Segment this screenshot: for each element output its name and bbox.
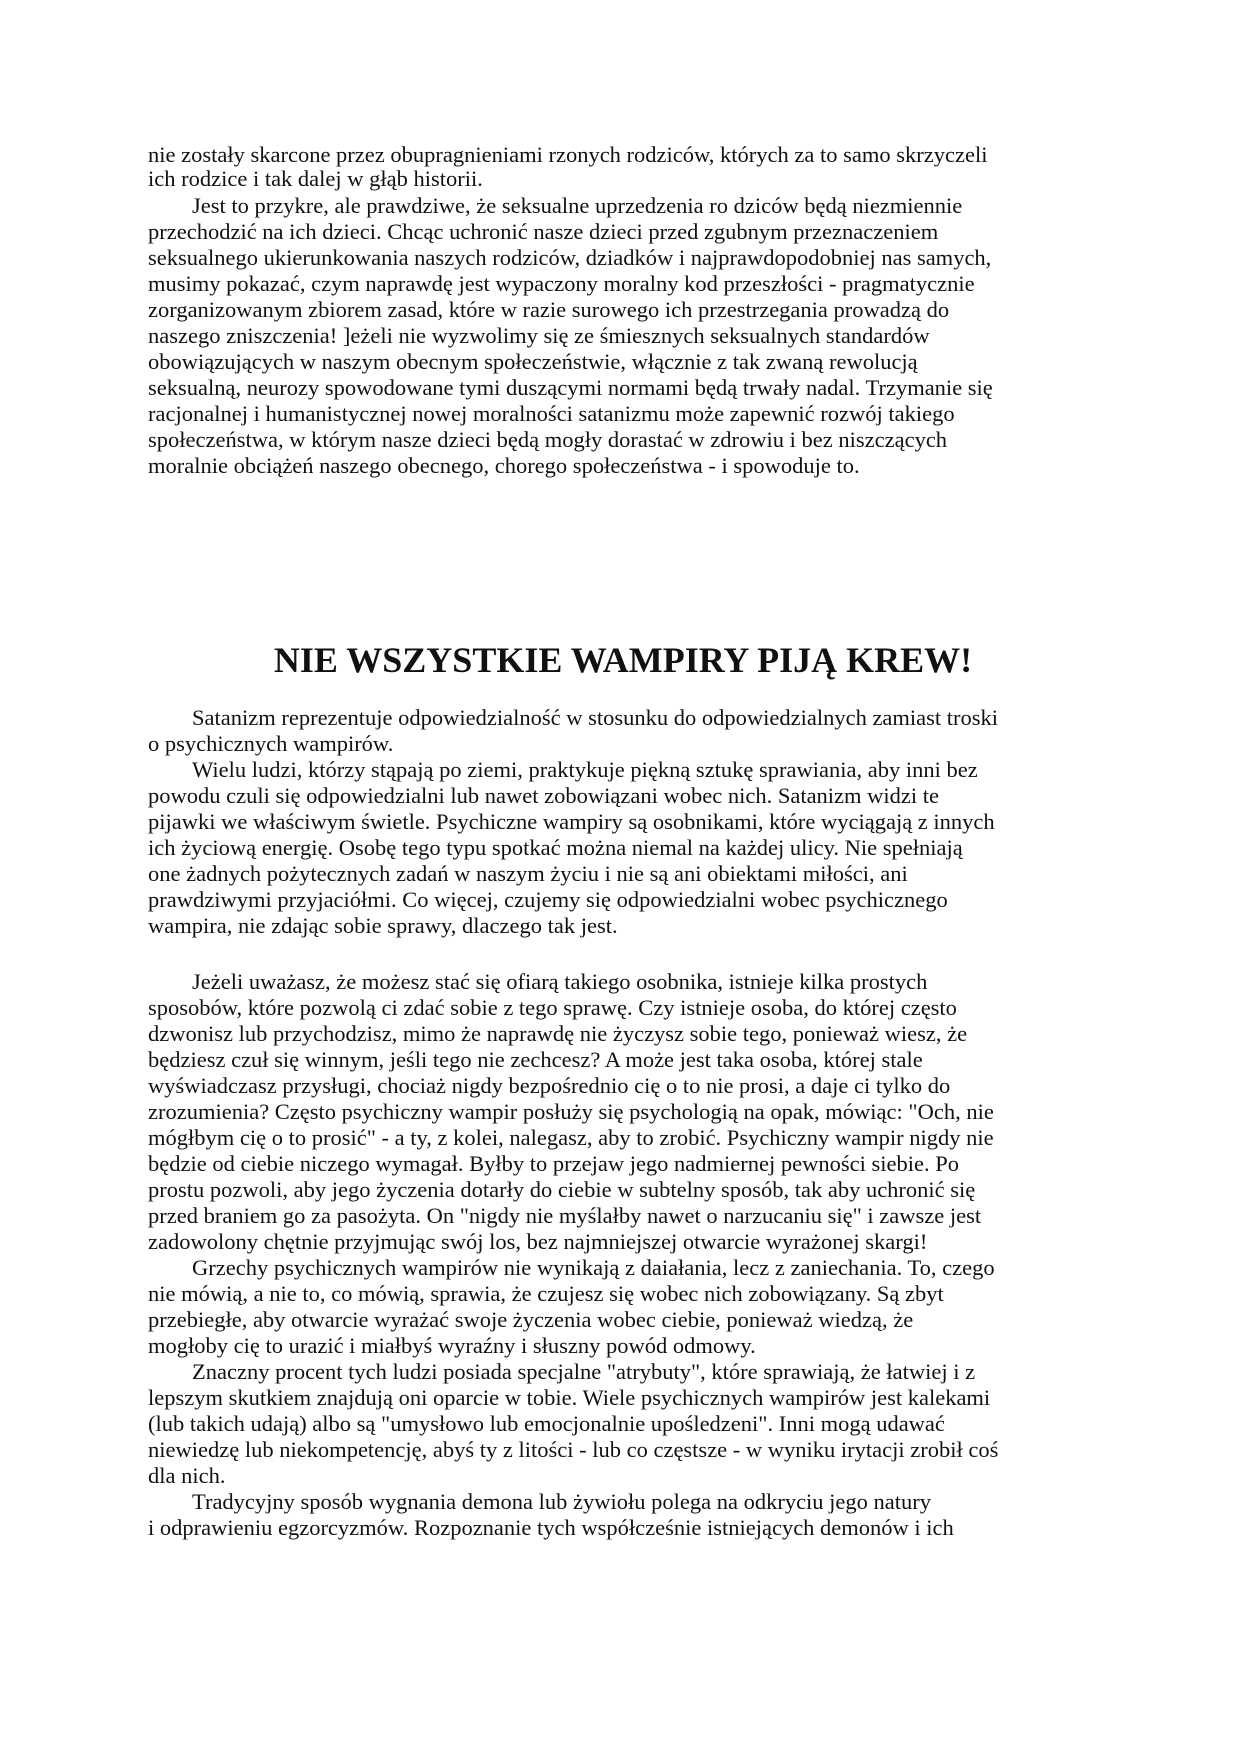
text-line: Jeżeli uważasz, że możesz stać się ofiarą takiego osobnika, istnieje kilka prostych bbox=[192, 969, 928, 994]
text-line: lepszym skutkiem znajdują oni oparcie w tobie. Wiele psychicznych wampirów jest kalekami bbox=[148, 1385, 991, 1410]
text-line: ich rodzice i tak dalej w głąb historii. bbox=[148, 166, 483, 191]
text-line: przebiegłe, aby otwarcie wyrażać swoje życzenia wobec ciebie, ponieważ wiedzą, że bbox=[148, 1307, 914, 1332]
text-line: dla nich. bbox=[148, 1463, 226, 1488]
text-line: (lub takich udają) albo są "umysłowo lub emocjonalnie upośledzeni". Inni mogą udawać bbox=[148, 1411, 945, 1436]
text-line: niewiedzę lub niekompetencję, abyś ty z litości - lub co częstsze - w wyniku irytacji zrobił coś bbox=[148, 1437, 999, 1462]
text-line: wampira, nie zdając sobie sprawy, dlaczego tak jest. bbox=[148, 913, 618, 938]
text-line: społeczeństwa, w którym nasze dzieci będą mogły dorastać w zdrowiu i bez niszczących bbox=[148, 427, 948, 452]
text-line: musimy pokazać, czym naprawdę jest wypaczony moralny kod przeszłości - pragmatycznie bbox=[148, 271, 975, 296]
text-line: prawdziwymi przyjaciółmi. Co więcej, czujemy się odpowiedzialni wobec psychicznego bbox=[148, 887, 948, 912]
text-line: zadowolony chętnie przyjmując swój los, bez najmniejszej otwarcie wyrażonej skargi! bbox=[148, 1229, 928, 1254]
text-line: będziesz czuł się winnym, jeśli tego nie zechcesz? A może jest taka osoba, której stale bbox=[148, 1047, 923, 1072]
text-line: Grzechy psychicznych wampirów nie wynikają z daiałania, lecz z zaniechania. To, czego bbox=[192, 1255, 995, 1280]
text-line: nie mówią, a nie to, co mówią, sprawia, że czujesz się wobec nich zobowiązany. Są zbyt bbox=[148, 1281, 944, 1306]
text-line: seksualną, neurozy spowodowane tymi duszącymi normami będą trwały nadal. Trzymanie się bbox=[148, 375, 993, 400]
text-line: dzwonisz lub przychodzisz, mimo że naprawdę nie życzysz sobie tego, ponieważ wiesz, że bbox=[148, 1021, 968, 1046]
text-line: Satanizm reprezentuje odpowiedzialność w stosunku do odpowiedzialnych zamiast troski bbox=[192, 705, 999, 730]
text-line: ich życiową energię. Osobę tego typu spotkać można niemal na każdej ulicy. Nie spełniają bbox=[148, 835, 963, 860]
text-line: nie zostały skarcone przez obupragnieniami rzonych rodziców, których za to samo skrzyczeli bbox=[148, 142, 988, 167]
text-line: o psychicznych wampirów. bbox=[148, 731, 394, 756]
text-line: prostu pozwoli, aby jego życzenia dotarły do ciebie w subtelny sposób, tak aby uchronić się bbox=[148, 1177, 976, 1202]
text-line: będzie od ciebie niczego wymagał. Byłby to przejaw jego nadmiernej pewności siebie. Po bbox=[148, 1151, 959, 1176]
text-line: Znaczny procent tych ludzi posiada specjalne "atrybuty", które sprawiają, że łatwiej i z bbox=[192, 1359, 976, 1384]
text-line: zorganizowanym zbiorem zasad, które w razie surowego ich przestrzegania prowadzą do bbox=[148, 297, 950, 322]
text-line: sposobów, które pozwolą ci zdać sobie z tego sprawę. Czy istnieje osoba, do której często bbox=[148, 995, 957, 1020]
text-line: mogłoby cię to urazić i miałbyś wyraźny i słuszny powód odmowy. bbox=[148, 1333, 756, 1358]
text-line: przechodzić na ich dzieci. Chcąc uchronić nasze dzieci przed zgubnym przeznaczeniem bbox=[148, 219, 939, 244]
text-line: przed braniem go za pasożyta. On "nigdy nie myślałby nawet o narzucaniu się" i zawsze jest bbox=[148, 1203, 982, 1228]
text-line: i odprawieniu egzorcyzmów. Rozpoznanie tych współcześnie istniejących demonów i ich bbox=[148, 1515, 954, 1540]
text-line: moralnie obciążeń naszego obecnego, chorego społeczeństwa - i spowoduje to. bbox=[148, 453, 860, 478]
text-line: wyświadczasz przysługi, chociaż nigdy bezpośrednio cię o to nie prosi, a daje ci tylko do bbox=[148, 1073, 951, 1098]
text-line: mógłbym cię o to prosić" - a ty, z kolei, nalegasz, aby to zrobić. Psychiczny wampir nigdy nie bbox=[148, 1125, 994, 1150]
text-line: pijawki we właściwym świetle. Psychiczne wampiry są osobnikami, które wyciągają z innych bbox=[148, 809, 995, 834]
text-line: Jest to przykre, ale prawdziwe, że seksualne uprzedzenia ro dziców będą niezmiennie bbox=[192, 193, 963, 218]
text-line: obowiązujących w naszym obecnym społeczeństwie, włącznie z tak zwaną rewolucją bbox=[148, 349, 918, 374]
section-heading: NIE WSZYSTKIE WAMPIRY PIJĄ KREW! bbox=[273, 640, 973, 680]
text-line: one żadnych pożytecznych zadań w naszym życiu i nie są ani obiektami miłości, ani bbox=[148, 861, 908, 886]
text-line: racjonalnej i humanistycznej nowej moralności satanizmu może zapewnić rozwój takiego bbox=[148, 401, 955, 426]
text-line: zrozumienia? Często psychiczny wampir posłuży się psychologią na opak, mówiąc: "Och, nie bbox=[148, 1099, 994, 1124]
text-line: naszego zniszczenia! ]eżeli nie wyzwolimy się ze śmiesznych seksualnych standardów bbox=[148, 323, 930, 348]
text-line: Wielu ludzi, którzy stąpają po ziemi, praktykuje piękną sztukę sprawiania, aby inni bez bbox=[192, 757, 978, 782]
text-line: powodu czuli się odpowiedzialni lub nawet zobowiązani wobec nich. Satanizm widzi te bbox=[148, 783, 940, 808]
text-line: Tradycyjny sposób wygnania demona lub żywiołu polega na odkryciu jego natury bbox=[192, 1489, 932, 1514]
text-line: seksualnego ukierunkowania naszych rodziców, dziadków i najprawdopodobniej nas samych, bbox=[148, 245, 992, 270]
